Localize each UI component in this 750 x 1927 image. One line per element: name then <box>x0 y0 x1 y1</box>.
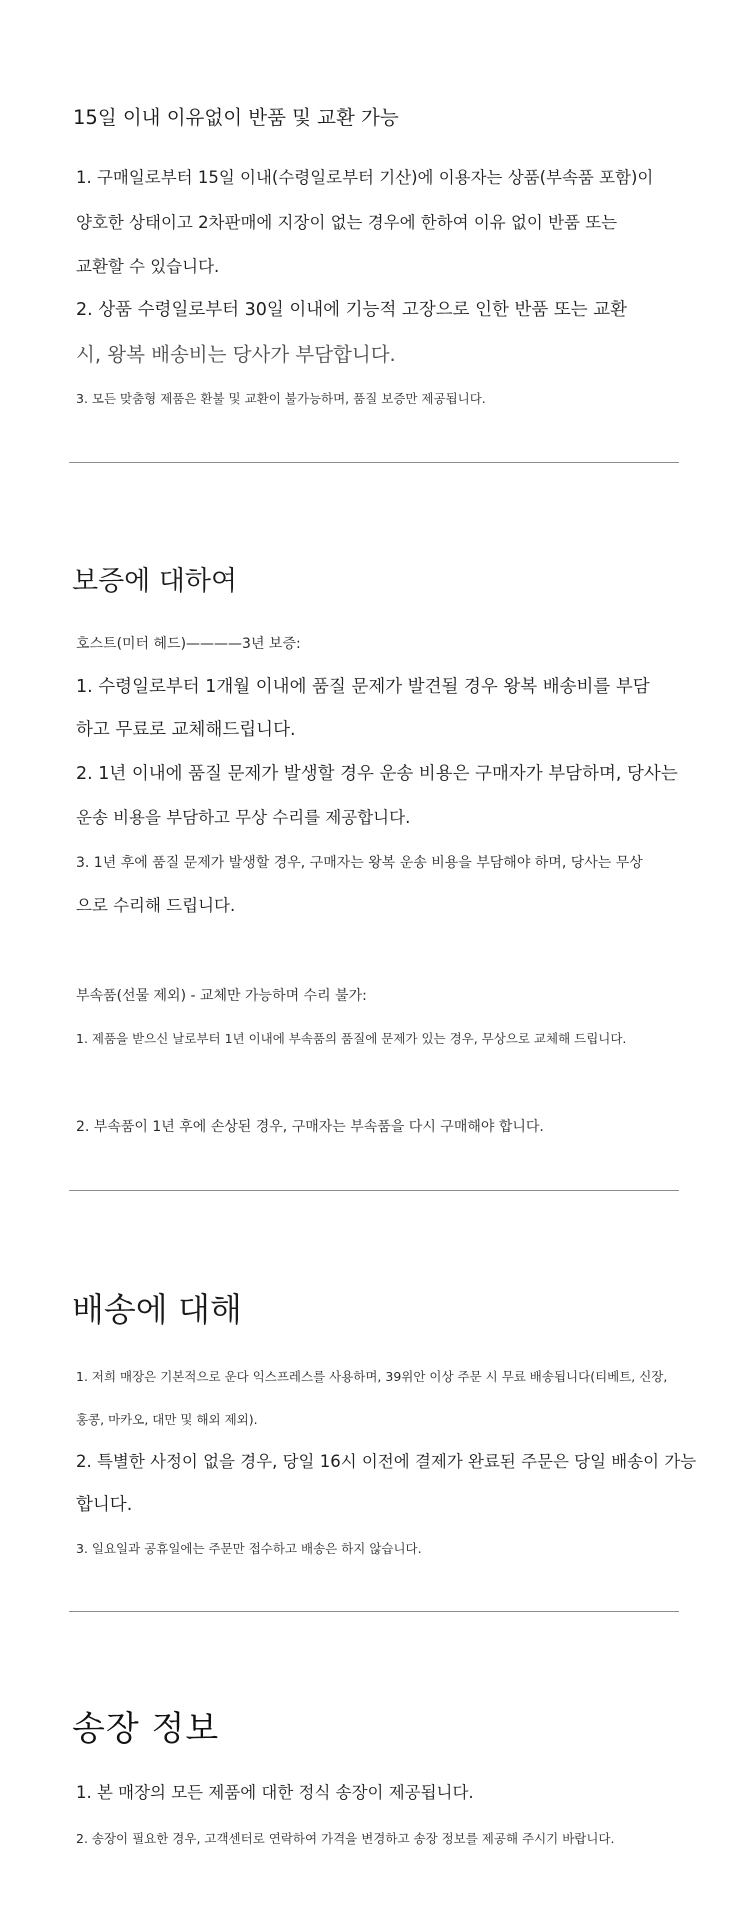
shipping-line-1: 1. 저희 매장은 기본적으로 운다 익스프레스를 사용하며, 39위안 이상 주문 시 무료 배송됩니다(티베트, 신장, <box>76 1369 668 1384</box>
warranty-hose-line-5: 3. 1년 후에 품질 문제가 발생할 경우, 구매자는 왕복 운송 비용을 부담해야 하며, 당사는 무상 <box>76 855 643 871</box>
warranty-hose-line-2: 하고 무료로 교체해드립니다. <box>76 720 296 740</box>
invoice-title: 송장 정보 <box>72 1709 220 1749</box>
returns-line-2: 양호한 상태이고 2차판매에 지장이 없는 경우에 한하여 이유 없이 반품 또는 <box>76 213 618 232</box>
invoice-line-1: 1. 본 매장의 모든 제품에 대한 정식 송장이 제공됩니다. <box>76 1783 474 1802</box>
warranty-hose-line-3: 2. 1년 이내에 품질 문제가 발생할 경우 운송 비용은 구매자가 부담하며, 당사는 <box>76 764 678 784</box>
warranty-acc-heading: 부속품(선물 제외) - 교체만 가능하며 수리 불가: <box>76 988 367 1004</box>
invoice-line-2: 2. 송장이 필요한 경우, 고객센터로 연락하여 가격을 변경하고 송장 정보를 제공해 주시기 바랍니다. <box>76 1831 615 1846</box>
shipping-line-2: 홍콩, 마카오, 대만 및 해외 제외). <box>76 1412 258 1427</box>
returns-title: 15일 이내 이유없이 반품 및 교환 가능 <box>73 106 399 129</box>
shipping-line-5: 3. 일요일과 공휴일에는 주문만 접수하고 배송은 하지 않습니다. <box>76 1541 422 1556</box>
warranty-hose-line-1: 1. 수령일로부터 1개월 이내에 품질 문제가 발견될 경우 왕복 배송비를 부담 <box>76 677 650 697</box>
shipping-line-3: 2. 특별한 사정이 없을 경우, 당일 16시 이전에 결제가 완료된 주문은 당일 배송이 가능 <box>76 1452 697 1471</box>
shipping-title: 배송에 대해 <box>72 1290 242 1329</box>
warranty-hose-heading: 호스트(미터 헤드)————3년 보증: <box>76 636 301 652</box>
returns-line-5: 시, 왕복 배송비는 당사가 부담합니다. <box>76 343 396 366</box>
returns-line-1: 1. 구매일로부터 15일 이내(수령일로부터 기산)에 이용자는 상품(부속품 포함)이 <box>76 168 654 187</box>
section-divider <box>69 462 679 463</box>
warranty-acc-line-2: 2. 부속품이 1년 후에 손상된 경우, 구매자는 부속품을 다시 구매해야 합니다. <box>76 1119 544 1135</box>
returns-line-4: 2. 상품 수령일로부터 30일 이내에 기능적 고장으로 인한 반품 또는 교환 <box>76 300 628 320</box>
returns-line-3: 교환할 수 있습니다. <box>76 257 220 276</box>
warranty-title: 보증에 대하여 <box>72 566 238 597</box>
section-divider <box>69 1611 679 1612</box>
returns-line-6: 3. 모든 맞춤형 제품은 환불 및 교환이 불가능하며, 품질 보증만 제공됩니다. <box>76 391 486 406</box>
section-divider <box>69 1190 679 1191</box>
warranty-acc-line-1: 1. 제품을 받으신 날로부터 1년 이내에 부속품의 품질에 문제가 있는 경우, 무상으로 교체해 드립니다. <box>76 1031 627 1046</box>
shipping-line-4: 합니다. <box>76 1495 133 1515</box>
warranty-hose-line-6: 으로 수리해 드립니다. <box>76 896 236 915</box>
warranty-hose-line-4: 운송 비용을 부담하고 무상 수리를 제공합니다. <box>76 808 411 827</box>
